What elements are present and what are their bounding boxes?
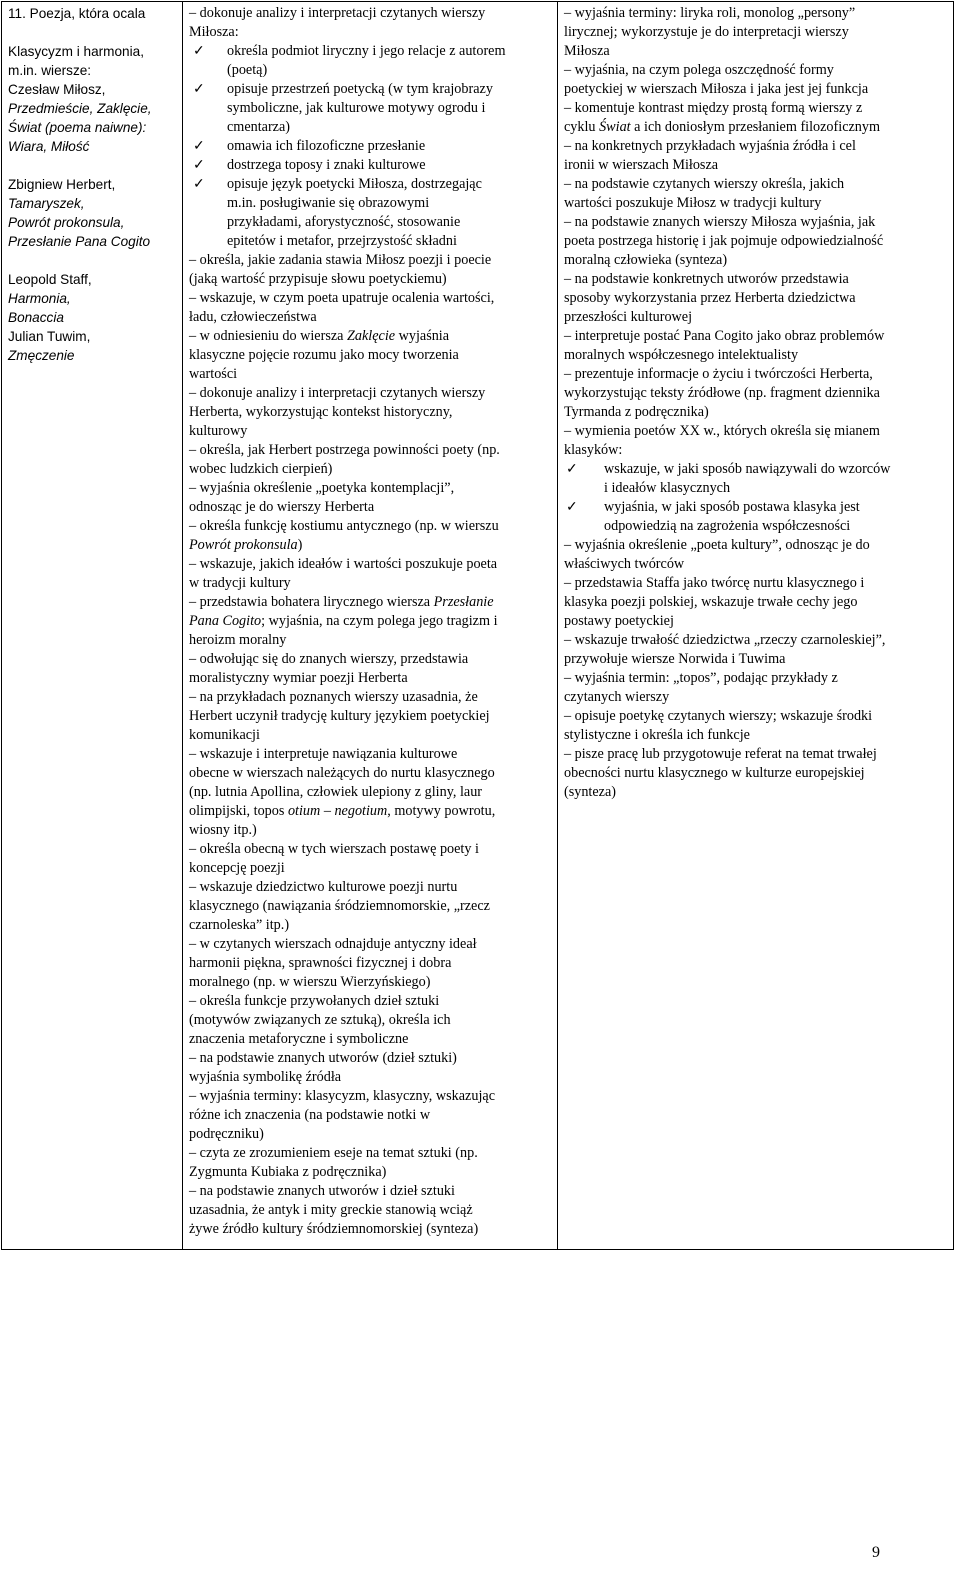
requirement-line <box>189 574 552 593</box>
requirement-line <box>189 631 552 650</box>
requirement-line <box>189 441 552 460</box>
text-segment: komunikacji <box>189 727 260 743</box>
checklist-item <box>189 137 552 156</box>
author-list <box>8 61 177 365</box>
checklist-item <box>189 42 552 80</box>
requirement-line <box>564 23 948 42</box>
checkmark-icon: ✓ <box>193 138 205 154</box>
checklist-item-text: opisuje język poetycki Miłosza, dostrzegając <box>227 176 482 192</box>
author-line: Harmonia, <box>8 291 71 306</box>
text-segment: – wskazuje, w czym poeta upatruje ocalenia wartości, <box>189 290 495 306</box>
requirement-line <box>189 1106 552 1125</box>
requirement-line <box>564 764 948 783</box>
requirement-line <box>189 346 552 365</box>
requirement-line <box>564 783 948 802</box>
table-row <box>2 2 954 1250</box>
basic-requirements-cell <box>183 2 558 1250</box>
text-segment: czarnoleska” itp.) <box>189 917 290 933</box>
text-segment: – określa, jakie zadania stawia Miłosz poezji i poecie <box>189 252 492 268</box>
requirement-line <box>189 669 552 688</box>
requirement-line <box>564 555 948 574</box>
text-segment: – określa obecną w tych wierszach postawę poety i <box>189 841 479 857</box>
requirement-line <box>189 745 552 764</box>
text-segment: sposoby wykorzystania przez Herberta dziedzictwa <box>564 290 856 306</box>
requirement-line <box>564 270 948 289</box>
text-segment: przywołuje wiersze Norwida i Tuwima <box>564 651 786 667</box>
requirement-line <box>564 213 948 232</box>
text-segment: – przedstawia bohatera lirycznego wiersza <box>189 594 434 610</box>
requirement-line <box>189 365 552 384</box>
checklist-item-text: opisuje przestrzeń poetycką (w tym krajobrazy <box>227 81 493 97</box>
text-segment: (np. lutnia Apollina, człowiek ulepiony z gliny, laur <box>189 784 483 800</box>
requirement-line <box>564 631 948 650</box>
checklist-item-text: symboliczne, jak kulturowe motywy ogrodu i <box>227 100 486 116</box>
basic-requirements-list <box>189 4 552 1239</box>
requirement-line <box>564 726 948 745</box>
text-segment: Herberta, wykorzystując kontekst historyczny, <box>189 404 453 420</box>
checklist-item-text: określa podmiot liryczny i jego relacje z autorem <box>227 43 506 59</box>
text-segment: – dokonuje analizy i interpretacji czytanych wierszy <box>189 5 486 21</box>
text-segment: ironii w wierszach Miłosza <box>564 157 719 173</box>
requirement-line <box>189 1220 552 1239</box>
text-segment: wobec ludzkich cierpień) <box>189 461 333 477</box>
text-segment: – dokonuje analizy i interpretacji czytanych wierszy <box>189 385 486 401</box>
section-heading: 11. Poezja, która ocala <box>8 6 146 21</box>
requirement-line <box>189 1182 552 1201</box>
text-segment: obecne w wierszach należących do nurtu klasycznego <box>189 765 495 781</box>
author-line: Zbigniew Herbert, <box>8 177 116 192</box>
requirement-line <box>189 954 552 973</box>
text-segment: klasyków: <box>564 442 623 458</box>
requirement-line <box>564 365 948 384</box>
requirement-line <box>189 1163 552 1182</box>
text-segment: wartości <box>189 366 238 382</box>
text-segment: (synteza) <box>564 784 616 800</box>
requirement-line <box>189 707 552 726</box>
extended-requirements-cell <box>558 2 954 1250</box>
checklist-item-text: (poetą) <box>227 62 268 78</box>
text-segment: – przedstawia Staffa jako twórcę nurtu klasycznego i <box>564 575 865 591</box>
text-segment: przeszłości kulturowej <box>564 309 693 325</box>
requirement-line <box>189 593 552 612</box>
text-segment: moralistyczny wymiar poezji Herberta <box>189 670 408 686</box>
requirement-line <box>564 99 948 118</box>
requirement-line <box>189 1087 552 1106</box>
author-line: Świat (poema naiwne): <box>8 120 147 135</box>
title-text: Świat <box>599 119 631 135</box>
text-segment: – wskazuje, jakich ideałów i wartości poszukuje poeta <box>189 556 498 572</box>
requirement-line <box>189 289 552 308</box>
title-text: Pana Cogito <box>189 613 262 629</box>
text-segment: – na podstawie znanych utworów i dzieł sztuki <box>189 1183 455 1199</box>
text-segment: – na podstawie konkretnych utworów przedstawia <box>564 271 849 287</box>
requirement-line <box>189 764 552 783</box>
text-segment: a ich doniosłym przesłaniem filozoficznym <box>630 119 881 135</box>
requirement-line <box>189 688 552 707</box>
requirement-line <box>189 1144 552 1163</box>
checklist-item <box>564 498 948 536</box>
author-line: Tamaryszek, <box>8 196 85 211</box>
text-segment: obecności nurtu klasycznego w kulturze europejskiej <box>564 765 865 781</box>
section-subheading: Klasycyzm i harmonia, <box>8 44 144 59</box>
requirement-line <box>189 23 552 42</box>
text-segment: – w odniesieniu do wiersza <box>189 328 347 344</box>
text-segment: wiosny itp.) <box>189 822 257 838</box>
text-segment: odnosząc je do wierszy Herberta <box>189 499 375 515</box>
text-segment: – wskazuje i interpretuje nawiązania kulturowe <box>189 746 458 762</box>
requirement-line <box>189 308 552 327</box>
text-segment: cyklu <box>564 119 600 135</box>
text-segment: – na podstawie znanych wierszy Miłosza wyjaśnia, jak <box>564 214 876 230</box>
text-segment: – komentuje kontrast między prostą formą wierszy z <box>564 100 863 116</box>
requirement-line <box>189 1011 552 1030</box>
text-segment: – odwołując się do znanych wierszy, przedstawia <box>189 651 469 667</box>
requirement-line <box>189 1125 552 1144</box>
checklist-item <box>189 80 552 137</box>
requirement-line <box>564 137 948 156</box>
checkmark-icon: ✓ <box>193 81 205 97</box>
checklist-item-text: wyjaśnia, w jaki sposób postawa klasyka jest <box>604 499 860 515</box>
text-segment: znaczenia metaforyczne i symboliczne <box>189 1031 409 1047</box>
requirement-line <box>564 574 948 593</box>
text-segment: wyjaśnia <box>395 328 450 344</box>
requirement-line <box>564 194 948 213</box>
author-line: Czesław Miłosz, <box>8 82 106 97</box>
text-segment: – opisuje poetykę czytanych wierszy; wskazuje środki <box>564 708 873 724</box>
author-line: Julian Tuwim, <box>8 329 91 344</box>
requirement-line <box>564 80 948 99</box>
requirement-line <box>189 517 552 536</box>
requirement-line <box>564 536 948 555</box>
checkmark-icon: ✓ <box>193 43 205 59</box>
requirement-line <box>189 498 552 517</box>
requirement-line <box>189 612 552 631</box>
text-segment: wyjaśnia symbolikę źródła <box>189 1069 342 1085</box>
text-segment: klasycznego (nawiązania śródziemnomorskie, „rzecz <box>189 898 490 914</box>
requirement-line <box>564 308 948 327</box>
text-segment: – określa funkcje przywołanych dzieł sztuki <box>189 993 440 1009</box>
text-segment: heroizm moralny <box>189 632 287 648</box>
topic-cell <box>2 2 183 1250</box>
author-line: Bonaccia <box>8 310 64 325</box>
checklist-item <box>564 460 948 498</box>
requirement-line <box>189 897 552 916</box>
requirement-line <box>564 42 948 61</box>
requirement-line <box>189 992 552 1011</box>
checklist-item-text: odpowiedzią na zagrożenia współczesności <box>604 518 851 534</box>
text-segment: Miłosza: <box>189 24 239 40</box>
requirement-line <box>189 878 552 897</box>
text-segment: – prezentuje informacje o życiu i twórczości Herberta, <box>564 366 873 382</box>
extended-requirements-list <box>564 4 948 802</box>
title-text: Powrót prokonsula <box>189 537 298 553</box>
text-segment: – w czytanych wierszach odnajduje antyczny ideał <box>189 936 477 952</box>
text-segment: ; wyjaśnia, na czym polega jego tragizm i <box>261 613 498 629</box>
title-text: Zaklęcie <box>347 328 396 344</box>
text-segment: wartości poszukuje Miłosz w tradycji kultury <box>564 195 822 211</box>
text-segment: – wyjaśnia, na czym polega oszczędność formy <box>564 62 834 78</box>
checklist-item-text: omawia ich filozoficzne przesłanie <box>227 138 426 154</box>
requirement-line <box>564 669 948 688</box>
requirement-line <box>189 403 552 422</box>
text-segment: lirycznej; wykorzystuje je do interpretacji wierszy <box>564 24 849 40</box>
requirement-line <box>189 1030 552 1049</box>
text-segment: uzasadnia, że antyk i mity greckie stanowią wciąż <box>189 1202 473 1218</box>
requirement-line <box>189 4 552 23</box>
requirement-line <box>564 384 948 403</box>
checklist-item-text: cmentarza) <box>227 119 291 135</box>
requirement-line <box>564 688 948 707</box>
text-segment: różne ich znaczenia (na podstawie notki w <box>189 1107 431 1123</box>
text-segment: postawy poetyckiej <box>564 613 674 629</box>
text-segment: – wyjaśnia terminy: klasycyzm, klasyczny, wskazując <box>189 1088 495 1104</box>
requirement-line <box>564 327 948 346</box>
requirement-line <box>189 726 552 745</box>
requirement-line <box>564 745 948 764</box>
requirement-line <box>189 935 552 954</box>
checkmark-icon: ✓ <box>193 176 205 192</box>
author-line: Zmęczenie <box>8 348 75 363</box>
requirement-line <box>189 251 552 270</box>
text-segment: – <box>320 803 335 819</box>
requirement-line <box>189 422 552 441</box>
checklist-item-text: m.in. posługiwanie się obrazowymi <box>227 195 430 211</box>
requirement-line <box>189 650 552 669</box>
text-segment: moralną człowieka (synteza) <box>564 252 728 268</box>
requirement-line <box>189 783 552 802</box>
text-segment: – określa, jak Herbert postrzega powinności poety (np. <box>189 442 500 458</box>
text-segment: – na konkretnych przykładach wyjaśnia źródła i cel <box>564 138 856 154</box>
checkmark-icon: ✓ <box>193 157 205 173</box>
requirement-line <box>189 479 552 498</box>
text-segment: Miłosza <box>564 43 610 59</box>
requirement-line <box>564 612 948 631</box>
title-text: otium <box>287 803 321 819</box>
text-segment: Herbert uczynił tradycję kultury językiem poetyckiej <box>189 708 490 724</box>
page-number: 9 <box>872 1544 880 1561</box>
checklist-item-text: i ideałów klasycznych <box>604 480 731 496</box>
requirement-line <box>189 1068 552 1087</box>
requirement-line <box>564 232 948 251</box>
text-segment: koncepcję poezji <box>189 860 285 876</box>
requirement-line <box>189 536 552 555</box>
requirement-line <box>189 973 552 992</box>
text-segment: (motywów związanych ze sztuką), określa ich <box>189 1012 451 1028</box>
text-segment: właściwych twórców <box>564 556 685 572</box>
checklist-item-text: przykładami, aforystyczność, stosowanie <box>227 214 461 230</box>
requirement-line <box>564 289 948 308</box>
text-segment: w tradycji kultury <box>189 575 291 591</box>
text-segment: – wskazuje dziedzictwo kulturowe poezji nurtu <box>189 879 458 895</box>
author-line: m.in. wiersze: <box>8 63 92 78</box>
requirement-line <box>189 916 552 935</box>
requirement-line <box>564 707 948 726</box>
text-segment: – na przykładach poznanych wierszy uzasadnia, że <box>189 689 478 705</box>
checklist-item-text: wskazuje, w jaki sposób nawiązywali do wzorców <box>604 461 891 477</box>
requirement-line <box>564 650 948 669</box>
checkmark-icon: ✓ <box>566 499 578 515</box>
text-segment: moralnych współczesnego intelektualisty <box>564 347 799 363</box>
requirement-line <box>189 1201 552 1220</box>
text-segment: – wyjaśnia termin: „topos”, podając przykłady z <box>564 670 838 686</box>
requirement-line <box>189 460 552 479</box>
requirement-line <box>564 156 948 175</box>
text-segment: ) <box>297 537 303 553</box>
requirement-line <box>564 403 948 422</box>
requirement-line <box>564 422 948 441</box>
text-segment: kulturowy <box>189 423 248 439</box>
author-line: Wiara, Miłość <box>8 139 90 154</box>
checkmark-icon: ✓ <box>566 461 578 477</box>
curriculum-table <box>1 1 954 1250</box>
text-segment: poetyckiej w wierszach Miłosza i jaka jest jej funkcja <box>564 81 869 97</box>
text-segment: – wyjaśnia terminy: liryka roli, monolog „persony” <box>564 5 856 21</box>
requirement-line <box>189 802 552 821</box>
author-line: Przesłanie Pana Cogito <box>8 234 151 249</box>
text-segment: klasyczne pojęcie rozumu jako mocy tworzenia <box>189 347 459 363</box>
text-segment: – na podstawie znanych utworów (dzieł sztuki) <box>189 1050 457 1066</box>
checklist-item <box>189 175 552 251</box>
requirement-line <box>189 1049 552 1068</box>
title-text: negotium <box>334 803 388 819</box>
title-text: Przesłanie <box>433 594 494 610</box>
requirement-line <box>189 859 552 878</box>
text-segment: – interpretuje postać Pana Cogito jako obraz problemów <box>564 328 885 344</box>
requirement-line <box>189 384 552 403</box>
requirement-line <box>564 593 948 612</box>
text-segment: Tyrmanda z podręcznika) <box>564 404 709 420</box>
requirement-line <box>564 251 948 270</box>
text-segment: poeta postrzega historię i jak pojmuje odpowiedzialność <box>564 233 884 249</box>
text-segment: podręczniku) <box>189 1126 264 1142</box>
checklist-item-text: dostrzega toposy i znaki kulturowe <box>227 157 426 173</box>
requirement-line <box>189 327 552 346</box>
text-segment: – pisze pracę lub przygotowuje referat na temat trwałej <box>564 746 877 762</box>
requirement-line <box>564 346 948 365</box>
text-segment: – wymienia poetów XX w., których określa się mianem <box>564 423 880 439</box>
text-segment: olimpijski, topos <box>189 803 288 819</box>
requirement-line <box>564 61 948 80</box>
checklist-item-text: epitetów i metafor, przejrzystość składni <box>227 233 457 249</box>
requirement-line <box>564 175 948 194</box>
text-segment: czytanych wierszy <box>564 689 670 705</box>
text-segment: – wyjaśnia określenie „poeta kultury”, odnosząc je do <box>564 537 870 553</box>
author-line: Leopold Staff, <box>8 272 92 287</box>
requirement-line <box>189 840 552 859</box>
author-line: Powrót prokonsula, <box>8 215 125 230</box>
text-segment: stylistyczne i określa ich funkcje <box>564 727 750 743</box>
requirement-line <box>564 118 948 137</box>
requirement-line <box>189 821 552 840</box>
text-segment: – czyta ze zrozumieniem eseje na temat sztuki (np. <box>189 1145 478 1161</box>
text-segment: Zygmunta Kubiaka z podręcznika) <box>189 1164 387 1180</box>
text-segment: , motywy powrotu, <box>387 803 496 819</box>
text-segment: klasyka poezji polskiej, wskazuje trwałe cechy jego <box>564 594 858 610</box>
requirement-line <box>564 4 948 23</box>
text-segment: ładu, człowieczeństwa <box>189 309 317 325</box>
author-line: Przedmieście, Zaklęcie, <box>8 101 152 116</box>
text-segment: – określa funkcję kostiumu antycznego (np. w wierszu <box>189 518 499 534</box>
text-segment: żywe źródło kultury śródziemnomorskiej (synteza) <box>189 1221 479 1237</box>
text-segment: – wskazuje trwałość dziedzictwa „rzeczy czarnoleskiej”, <box>564 632 886 648</box>
checklist-item <box>189 156 552 175</box>
text-segment: – wyjaśnia określenie „poetyka kontemplacji”, <box>189 480 455 496</box>
requirement-line <box>189 555 552 574</box>
text-segment: (jaką wartość przypisuje słowu poetyckiemu) <box>189 271 447 287</box>
text-segment: moralnego (np. w wierszu Wierzyńskiego) <box>189 974 431 990</box>
text-segment: harmonii piękna, sprawności fizycznej i dobra <box>189 955 452 971</box>
requirement-line <box>564 441 948 460</box>
text-segment: wykorzystując teksty źródłowe (np. fragment dziennika <box>564 385 880 401</box>
requirement-line <box>189 270 552 289</box>
text-segment: – na podstawie czytanych wierszy określa, jakich <box>564 176 845 192</box>
